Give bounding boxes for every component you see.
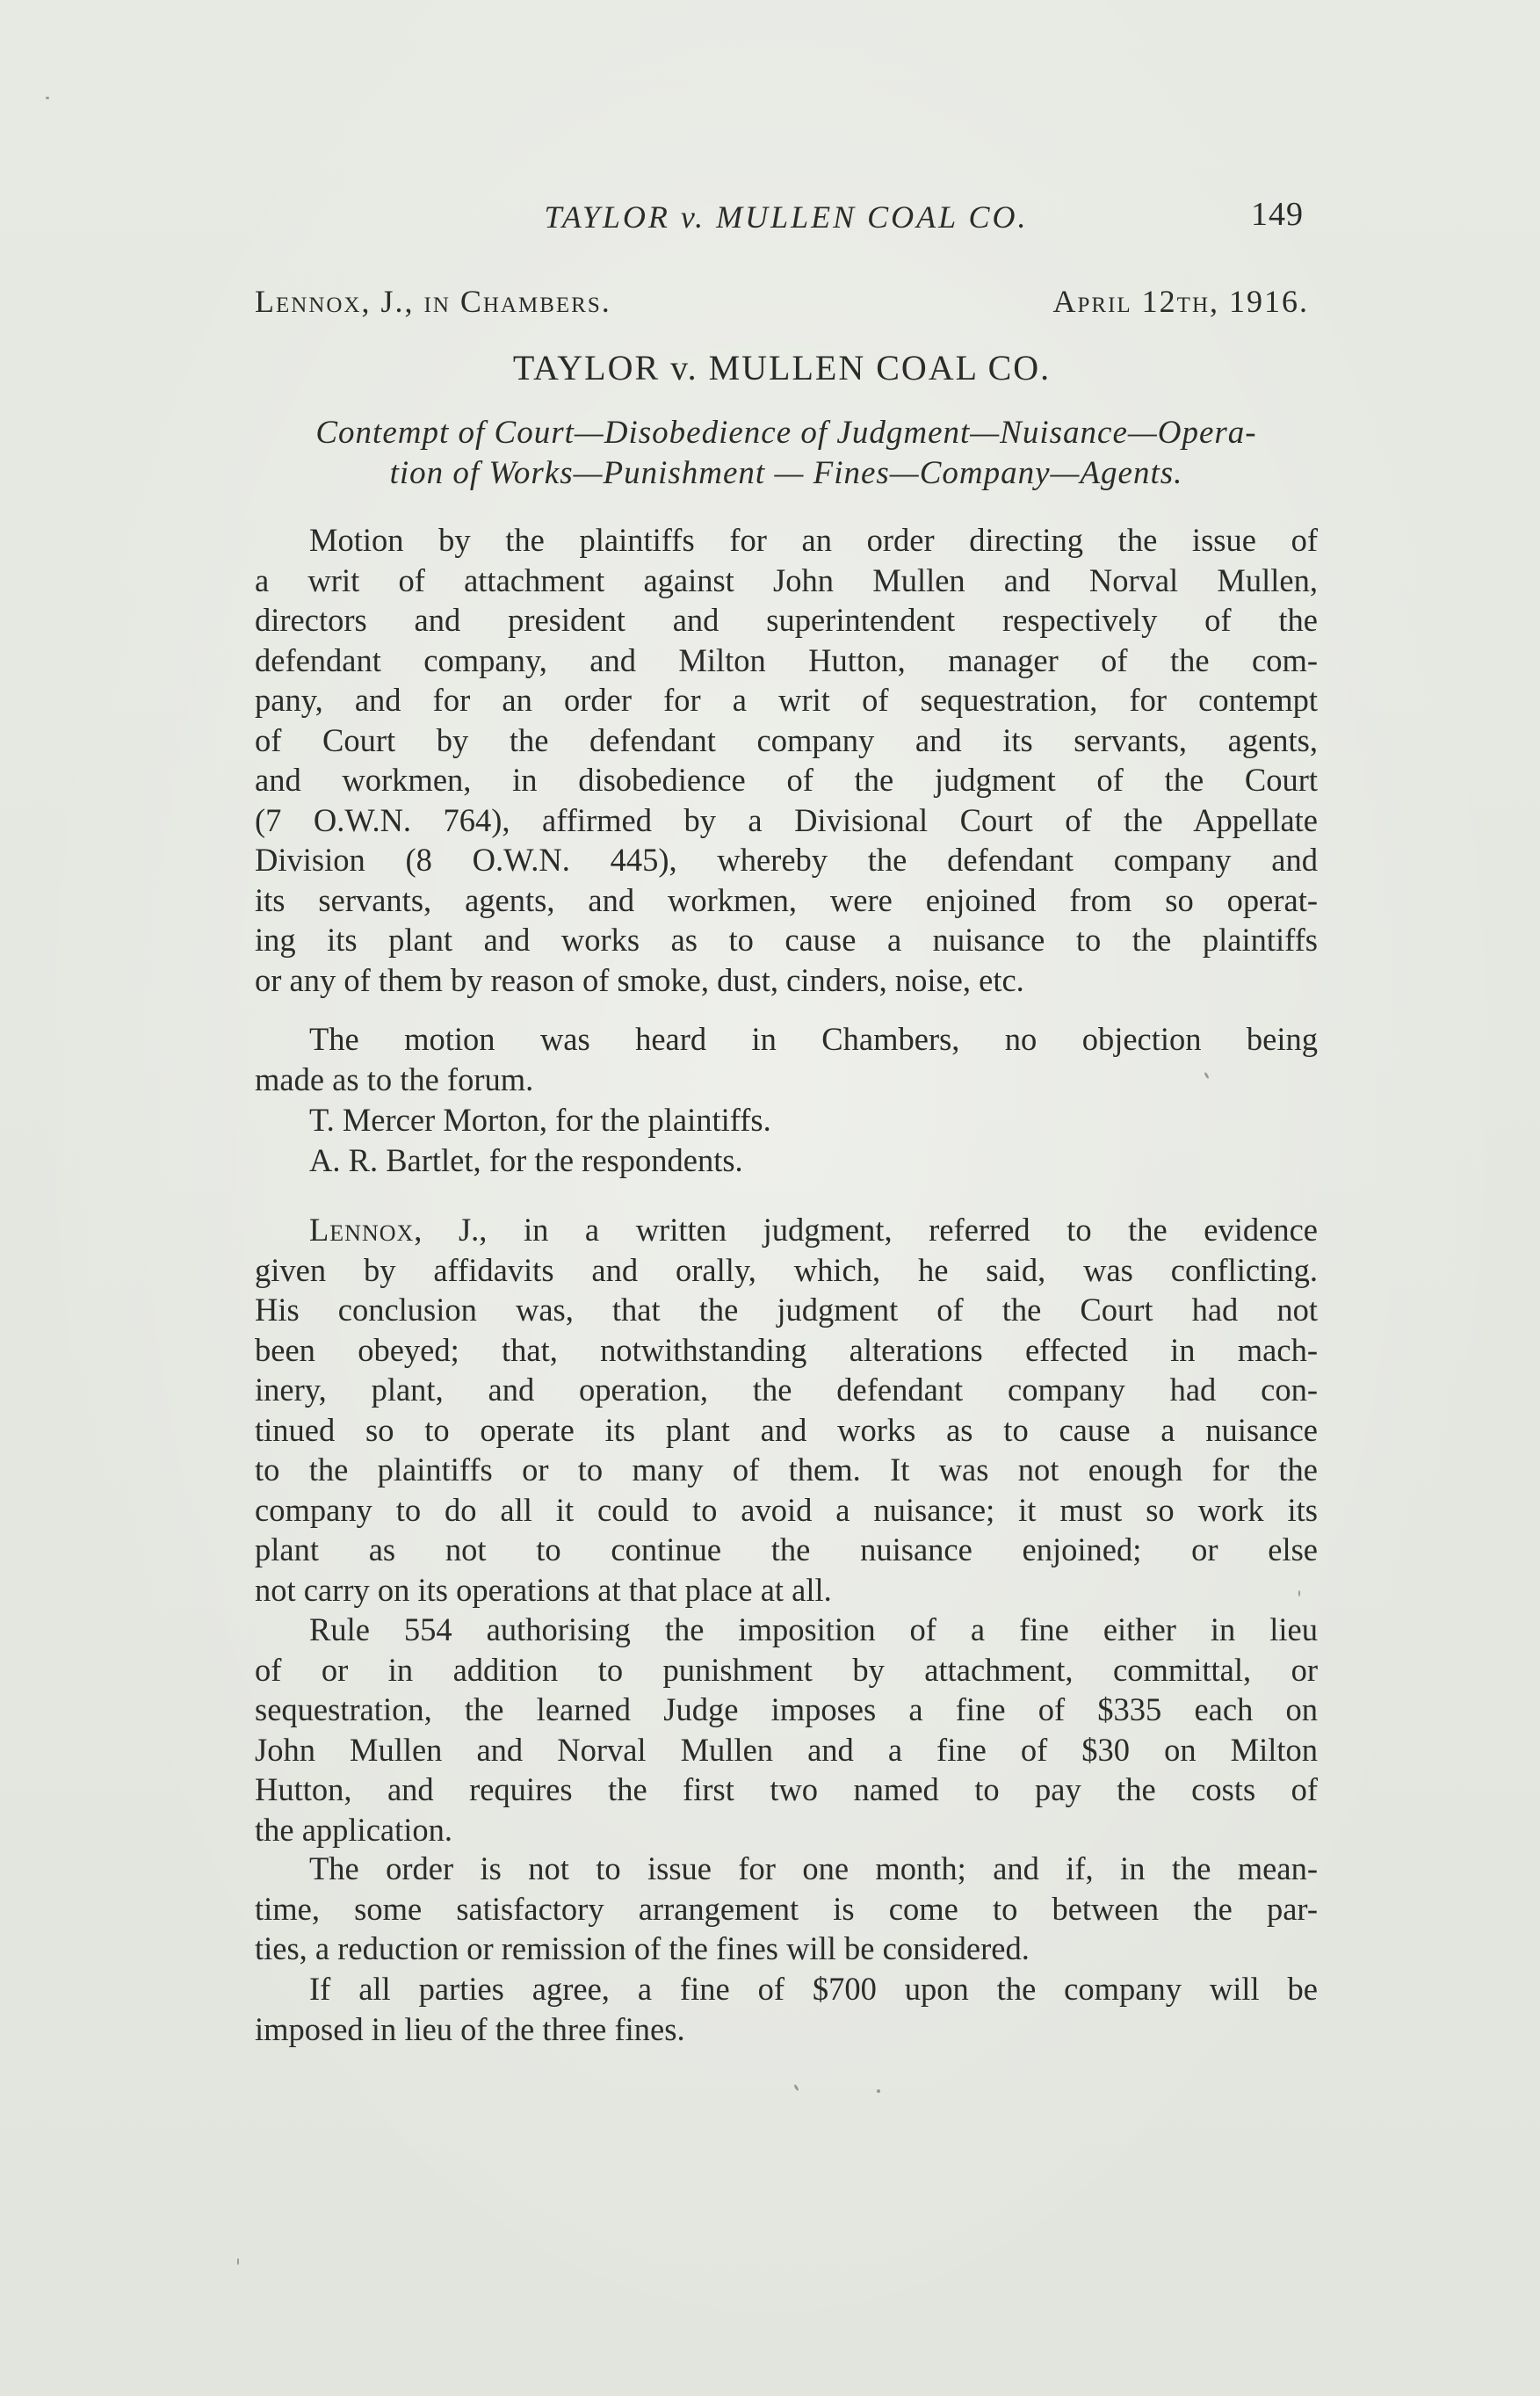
paragraph-line: a writ of attachment against John Mullen and Norval Mullen, bbox=[255, 561, 1318, 598]
decision-date: April 12th, 1916. bbox=[1052, 284, 1309, 319]
paragraph-line: and workmen, in disobedience of the judgment of the Court bbox=[255, 762, 1318, 798]
paragraph-line: sequestration, the learned Judge imposes a fine of $335 each on bbox=[255, 1691, 1318, 1727]
paragraph-line: of Court by the defendant company and its servants, agents, bbox=[255, 721, 1318, 758]
page-number: 149 bbox=[1251, 196, 1304, 233]
rule-paragraph bbox=[255, 1610, 1318, 1849]
paragraph-line: The order is not to issue for one month; and if, in the mean- bbox=[309, 1850, 1318, 1886]
paragraph-line: company to do all it could to avoid a nuisance; it must so work its bbox=[255, 1491, 1318, 1528]
judgment-first-line: , J., in a written judgment, referred to the evidence bbox=[414, 1212, 1318, 1248]
paragraph-line: made as to the forum. bbox=[255, 1060, 534, 1097]
paragraph-line: Division (8 O.W.N. 445), whereby the defendant company and bbox=[255, 842, 1318, 878]
paragraph-line: Rule 554 authorising the imposition of a fine either in lieu bbox=[309, 1611, 1318, 1647]
headnote bbox=[255, 413, 1318, 494]
paragraph-line: imposed in lieu of the three fines. bbox=[255, 2010, 685, 2047]
paper-speck bbox=[46, 97, 49, 99]
paragraph-line: plant as not to continue the nuisance enjoined; or else bbox=[255, 1531, 1318, 1567]
paragraph-line: defendant company, and Milton Hutton, manager of the com- bbox=[255, 641, 1318, 678]
headnote-line: tion of Works—Punishment — Fines—Company—Agents. bbox=[389, 455, 1183, 491]
running-head bbox=[255, 195, 1318, 248]
paragraph-line: of or in addition to punishment by attachment, committal, or bbox=[255, 1651, 1318, 1688]
judge-name: Lennox bbox=[309, 1212, 415, 1248]
paragraph-line: If all parties agree, a fine of $700 upon the company will be bbox=[309, 1971, 1318, 2007]
judgment-paragraph bbox=[255, 1210, 1318, 1610]
agreement-paragraph bbox=[255, 1969, 1318, 2049]
counsel-respondents: A. R. Bartlet, for the respondents. bbox=[309, 1142, 743, 1178]
paragraph-line: to the plaintiffs or to many of them. It was not enough for the bbox=[255, 1451, 1318, 1488]
order-paragraph bbox=[255, 1849, 1318, 1969]
paper-speck bbox=[1298, 1590, 1300, 1596]
paragraph-line: inery, plant, and operation, the defendant company had con- bbox=[255, 1372, 1318, 1408]
judge-chambers: Lennox, J., in Chambers. bbox=[255, 284, 611, 319]
paragraph-line: time, some satisfactory arrangement is come to between the par- bbox=[255, 1890, 1318, 1927]
hearing-paragraph bbox=[255, 1019, 1318, 1099]
paragraph-line: not carry on its operations at that place at all. bbox=[255, 1571, 832, 1608]
paragraph-line: or any of them by reason of smoke, dust, cinders, noise, etc. bbox=[255, 961, 1024, 998]
paragraph-line: the application. bbox=[255, 1811, 453, 1848]
paragraph-line bbox=[255, 1210, 1318, 1250]
paragraph-line: directors and president and superintendent respectively of the bbox=[255, 602, 1318, 638]
court-line bbox=[255, 283, 1309, 327]
paper-speck bbox=[237, 2258, 239, 2265]
counsel-plaintiffs: T. Mercer Morton, for the plaintiffs. bbox=[309, 1102, 771, 1138]
paper-speck bbox=[877, 2089, 880, 2093]
running-title: TAYLOR v. MULLEN COAL CO. bbox=[544, 199, 1029, 235]
paragraph-line: Hutton, and requires the first two named to pay the costs of bbox=[255, 1771, 1318, 1807]
paragraph-line: The motion was heard in Chambers, no objection being bbox=[309, 1021, 1318, 1057]
paragraph-line: ties, a reduction or remission of the fines will be considered. bbox=[255, 1930, 1030, 1966]
motion-paragraph bbox=[255, 520, 1318, 1000]
paragraph-line: Motion by the plaintiffs for an order directing the issue of bbox=[309, 522, 1318, 558]
paragraph-line: ing its plant and works as to cause a nuisance to the plaintiffs bbox=[255, 922, 1318, 958]
headnote-line: Contempt of Court—Disobedience of Judgment—Nuisance—Opera- bbox=[315, 415, 1257, 451]
paragraph-line: pany, and for an order for a writ of sequestration, for contempt bbox=[255, 682, 1318, 718]
paragraph-line: been obeyed; that, notwithstanding alterations effected in mach- bbox=[255, 1331, 1318, 1368]
paragraph-line: tinued so to operate its plant and works as to cause a nuisance bbox=[255, 1411, 1318, 1448]
paragraph-line: His conclusion was, that the judgment of the Court had not bbox=[255, 1292, 1318, 1328]
paragraph-line: given by affidavits and orally, which, he said, was conflicting. bbox=[255, 1251, 1318, 1288]
case-title: TAYLOR v. MULLEN COAL CO. bbox=[512, 348, 1052, 387]
paper-speck bbox=[793, 2084, 799, 2091]
paragraph-line: its servants, agents, and workmen, were enjoined from so operat- bbox=[255, 881, 1318, 918]
paragraph-line: (7 O.W.N. 764), affirmed by a Divisional Court of the Appellate bbox=[255, 801, 1318, 838]
paragraph-line: John Mullen and Norval Mullen and a fine of $30 on Milton bbox=[255, 1731, 1318, 1768]
